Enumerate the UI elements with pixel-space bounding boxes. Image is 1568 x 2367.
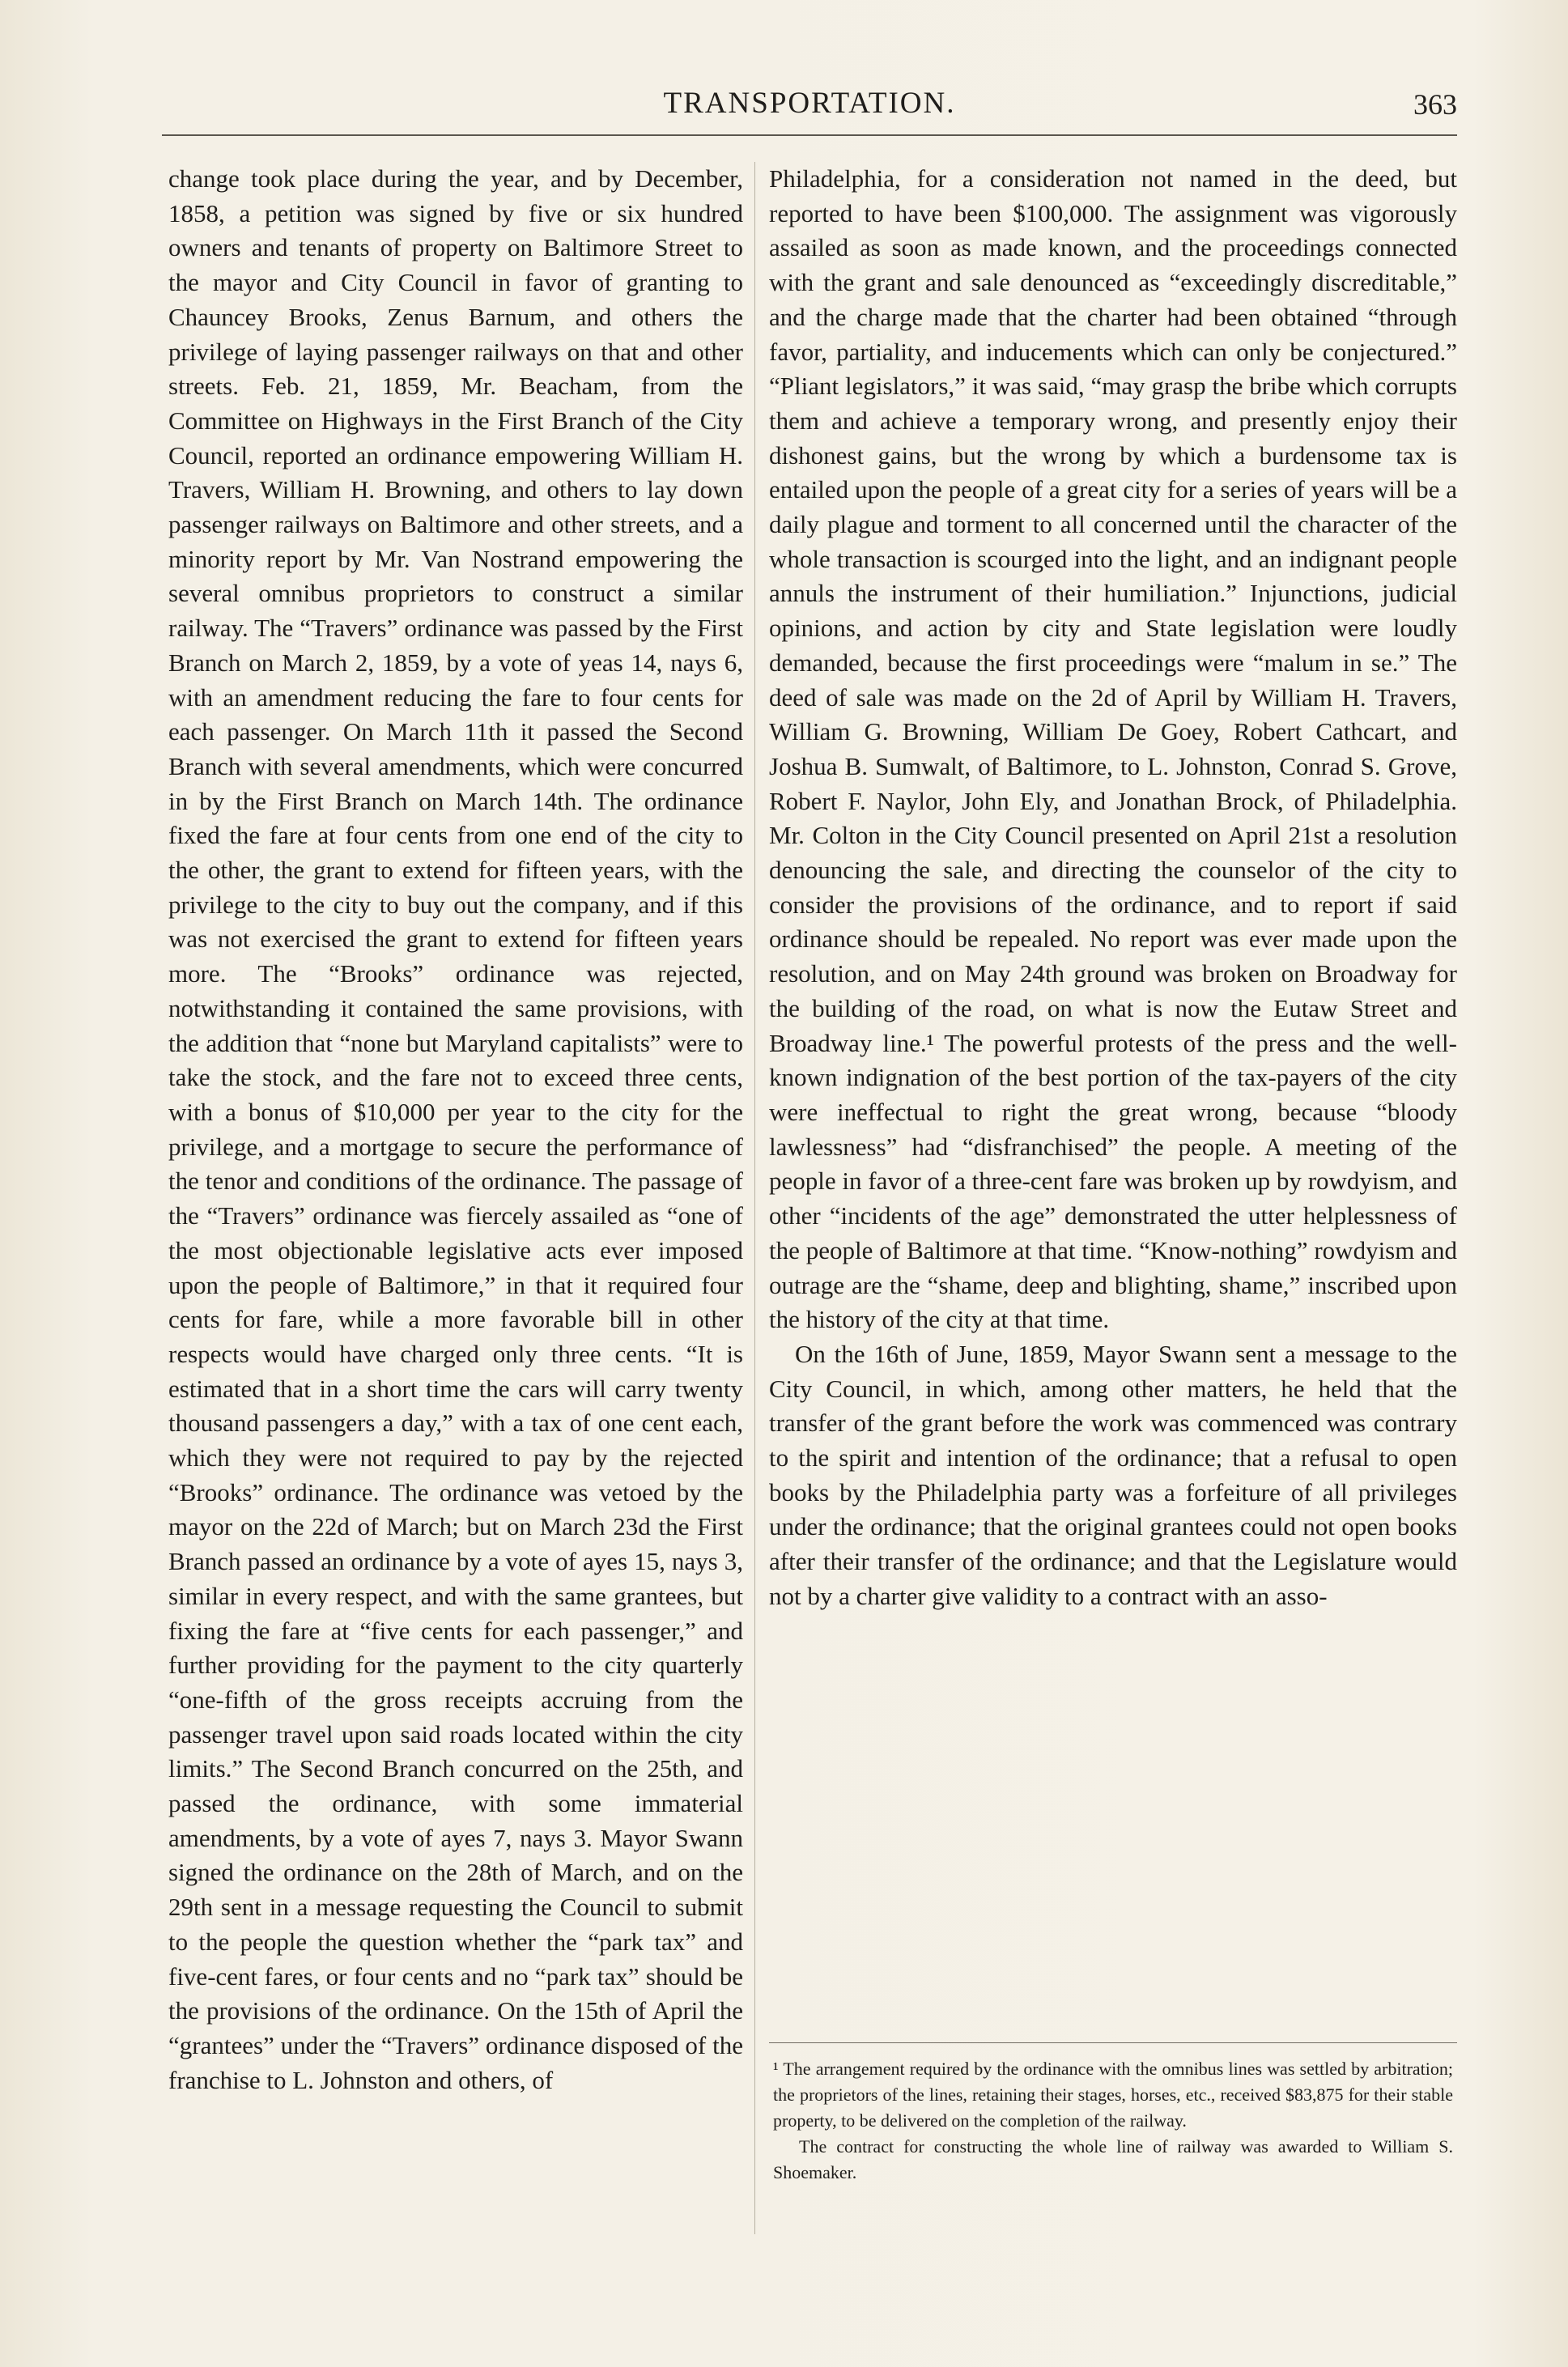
- right-column-paragraph-2: On the 16th of June, 1859, Mayor Swann sent a message to the City Council, in which, among other matters, he held that the transfer of the grant before the work was commenced was contrary to the spirit and intention of the ordinance; that a refusal to open books by the Philadelphia party was a forfeiture of all privileges under the ordinance; that the original grantees could not open books after their transfer of the ordinance; and that the Legislature would not by a charter give validity to a contract with an asso-: [769, 1339, 1457, 1610]
- footnote-1: ¹ The arrangement required by the ordinance with the omnibus lines was settled by arbitration; the proprietors of the lines, retaining their stages, horses, etc., received $83,875 for their stable property, to be delivered on the completion of the railway.: [773, 2059, 1453, 2131]
- running-title: TRANSPORTATION.: [663, 87, 956, 120]
- header-rule: [162, 134, 1457, 136]
- column-divider: [754, 162, 755, 2234]
- right-column-paragraph-1: Philadelphia, for a consideration not named in the deed, but reported to have been $100,000. The assignment was vigorously assailed as soon as made known, and the proceedings connected with the grant and sale denounced as “exceedingly discreditable,” and the charge made that the charter had been obtained “through favor, partiality, and inducements which can only be conjectured.” “Pliant legislators,” it was said, “may grasp the bribe which corrupts them and achieve a temporary wrong, and presently enjoy their dishonest gains, but the wrong by which a burdensome tax is entailed upon the people of a great city for a series of years will be a daily plague and torment to all concerned until the character of the whole transaction is scourged into the light, and an indignant people annuls the instrument of their humiliation.” Injunctions, judicial opinions, and action by city and State legislation were loudly demanded, because the first proceedings were “malum in se.” The deed of sale was made on the 2d of April by William H. Travers, William G. Browning, William De Goey, Robert Cathcart, and Joshua B. Sumwalt, of Baltimore, to L. Johnston, Conrad S. Grove, Robert F. Naylor, John Ely, and Jonathan Brock, of Philadelphia. Mr. Colton in the City Council presented on April 21st a resolution denouncing the sale, and directing the counselor of the city to consider the provisions of the ordinance, and to report if said ordinance should be repealed. No report was ever made upon the resolution, and on May 24th ground was broken on Broadway for the building of the road, on what is now the Eutaw Street and Broadway line.¹ The powerful protests of the press and the well-known indignation of the best portion of the tax-payers of the city were ineffectual to right the great wrong, because “bloody lawlessness” had “disfranchised” the people. A meeting of the people in favor of a three-cent fare was broken up by rowdyism, and other “incidents of the age” demonstrated the utter helplessness of the people of Baltimore at that time. “Know-nothing” rowdyism and outrage are the “shame, deep and blighting, shame,” inscribed upon the history of the city at that time.: [769, 164, 1457, 1334]
- footnote-rule: [769, 2042, 1457, 2043]
- right-column: [769, 162, 1457, 1614]
- footnote-2: The contract for constructing the whole line of railway was awarded to William S. Shoemaker.: [773, 2136, 1453, 2182]
- page-number: 363: [1413, 88, 1457, 121]
- left-column-text: change took place during the year, and by December, 1858, a petition was signed by five or six hundred owners and tenants of property on Baltimore Street to the mayor and City Council in favor of granting to Chauncey Brooks, Zenus Barnum, and others the privilege of laying passenger railways on that and other streets. Feb. 21, 1859, Mr. Beacham, from the Committee on Highways in the First Branch of the City Council, reported an ordinance empowering William H. Travers, William H. Browning, and others to lay down passenger railways on Baltimore and other streets, and a minority report by Mr. Van Nostrand empowering the several omnibus proprietors to construct a similar railway. The “Travers” ordinance was passed by the First Branch on March 2, 1859, by a vote of yeas 14, nays 6, with an amendment reducing the fare to four cents for each passenger. On March 11th it passed the Second Branch with several amendments, which were concurred in by the First Branch on March 14th. The ordinance fixed the fare at four cents from one end of the city to the other, the grant to extend for fifteen years, with the privilege to the city to buy out the company, and if this was not exercised the grant to extend for fifteen years more. The “Brooks” ordinance was rejected, notwithstanding it contained the same provisions, with the addition that “none but Maryland capitalists” were to take the stock, and the fare not to exceed three cents, with a bonus of $10,000 per year to the city for the privilege, and a mortgage to secure the performance of the tenor and conditions of the ordinance. The passage of the “Travers” ordinance was fiercely assailed as “one of the most objectionable legislative acts ever imposed upon the people of Baltimore,” in that it required four cents for fare, while a more favorable bill in other respects would have charged only three cents. “It is estimated that in a short time the cars will carry twenty thousand passengers a day,” with a tax of one cent each, which they were not required to pay by the rejected “Brooks” ordinance. The ordinance was vetoed by the mayor on the 22d of March; but on March 23d the First Branch passed an ordinance by a vote of ayes 15, nays 3, similar in every respect, and with the same grantees, but fixing the fare at “five cents for each passenger,” and further providing for the payment to the city quarterly “one-fifth of the gross receipts accruing from the passenger travel upon said roads located within the city limits.” The Second Branch concurred on the 25th, and passed the ordinance, with some immaterial amendments, by a vote of ayes 7, nays 3. Mayor Swann signed the ordinance on the 28th of March, and on the 29th sent in a message requesting the Council to submit to the people the question whether the “park tax” and five-cent fares, or four cents and no “park tax” should be the provisions of the ordinance. On the 15th of April the “grantees” under the “Travers” ordinance disposed of the franchise to L. Johnston and others, of: [168, 164, 743, 2094]
- footnotes: [773, 2056, 1453, 2186]
- left-column: [168, 162, 743, 2097]
- running-header: [162, 81, 1457, 130]
